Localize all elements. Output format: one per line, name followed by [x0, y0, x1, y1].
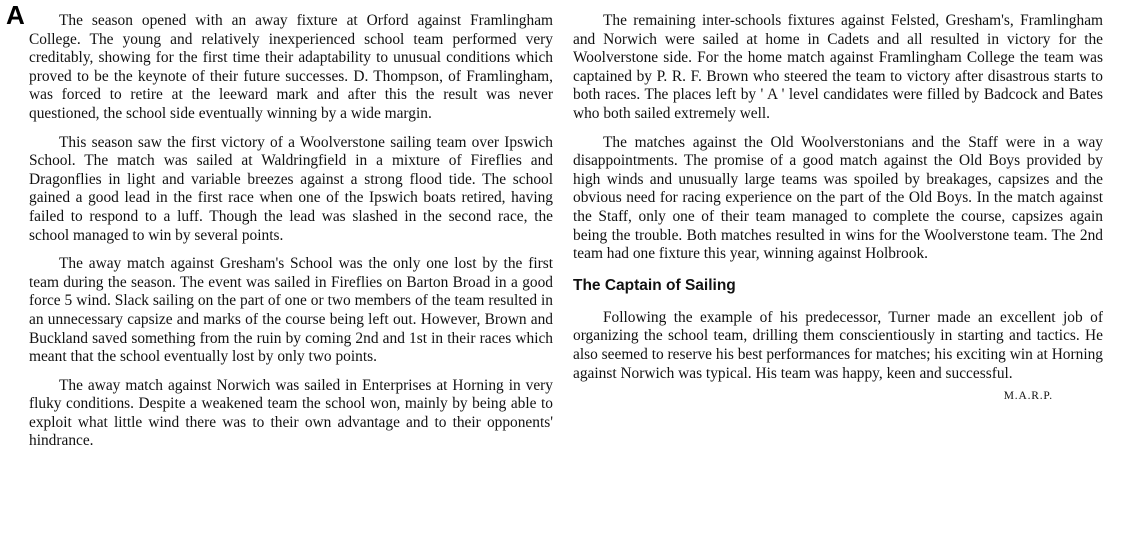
left-column	[29, 12, 553, 461]
paragraph-home-fixtures: The remaining inter-schools fixtures against Felsted, Gresham's, Framlingham and Norwich were sailed at home in Cadets and all resulted in victory for the Woolverstone side. For the home match against Framlingham College the team was captained by P. R. F. Brown who steered the team to victory after disastrous starts to both races. The places left by ' A ' level candidates were filled by Badcock and Bates who both sailed extremely well.	[573, 12, 1103, 122]
paragraph-captain: Following the example of his predecessor, Turner made an excellent job of organizing the school team, drilling them conscientiously in starting and tactics. He also seemed to reserve his best performances for matches; his exciting win at Horning against Norwich was typical. His team was happy, keen and successful.	[573, 308, 1103, 382]
paragraph-old-boys-staff: The matches against the Old Woolverstonians and the Staff were in a way disappointments. The promise of a good match against the Old Boys provided by high winds and unusually large teams was spoiled by breakages, capsizes and the obvious need for racing experience on the part of the Old Boys. In the match against the Staff, only one of their team managed to complete the course, capsizes again being the trouble. Both matches resulted in wins for the Woolverstone team. The 2nd team had one fixture this year, winning against Holbrook.	[573, 133, 1103, 263]
paragraph-norwich-away: The away match against Norwich was sailed in Enterprises at Horning in very fluky conditions. Despite a weakened team the school won, mainly by being able to exploit what little wind there was to their own advantage and to their opponents' hindrance.	[29, 376, 553, 450]
right-column	[573, 12, 1103, 403]
panel-label: A	[6, 0, 25, 30]
paragraph-ipswich-victory: This season saw the first victory of a Woolverstone sailing team over Ipswich School. The match was sailed at Waldringfield in a mixture of Fireflies and Dragonflies in light and variable breezes against a strong flood tide. The school gained a good lead in the first race when one of the Ipswich boats retired, having failed to respond to a luff. Though the lead was slashed in the second race, the school managed to win by several points.	[29, 133, 553, 244]
signature: M.A.R.P.	[1003, 390, 1053, 403]
paragraph-orford-fixture: The season opened with an away fixture at Orford against Framlingham College. The young and relatively inexperienced school team performed very creditably, showing for the first time their adaptability to unusual conditions which proved to be the keynote of their future successes. D. Thompson, of Framlingham, was forced to retire at the leeward mark and after this the result was never questioned, the school side eventually winning by a wide margin.	[29, 12, 553, 122]
section-heading-captain: The Captain of Sailing	[573, 276, 736, 294]
paragraph-greshams-loss: The away match against Gresham's School was the only one lost by the first team during the season. The event was sailed in Fireflies on Barton Broad in a good force 5 wind. Slack sailing on the part of one or two members of the team resulted in an unnecessary capsize and marks of the course being left out. However, Brown and Buckland saved something from the ruin by coming 2nd and 1st in their races which meant that the school eventually lost by only two points.	[29, 255, 553, 366]
